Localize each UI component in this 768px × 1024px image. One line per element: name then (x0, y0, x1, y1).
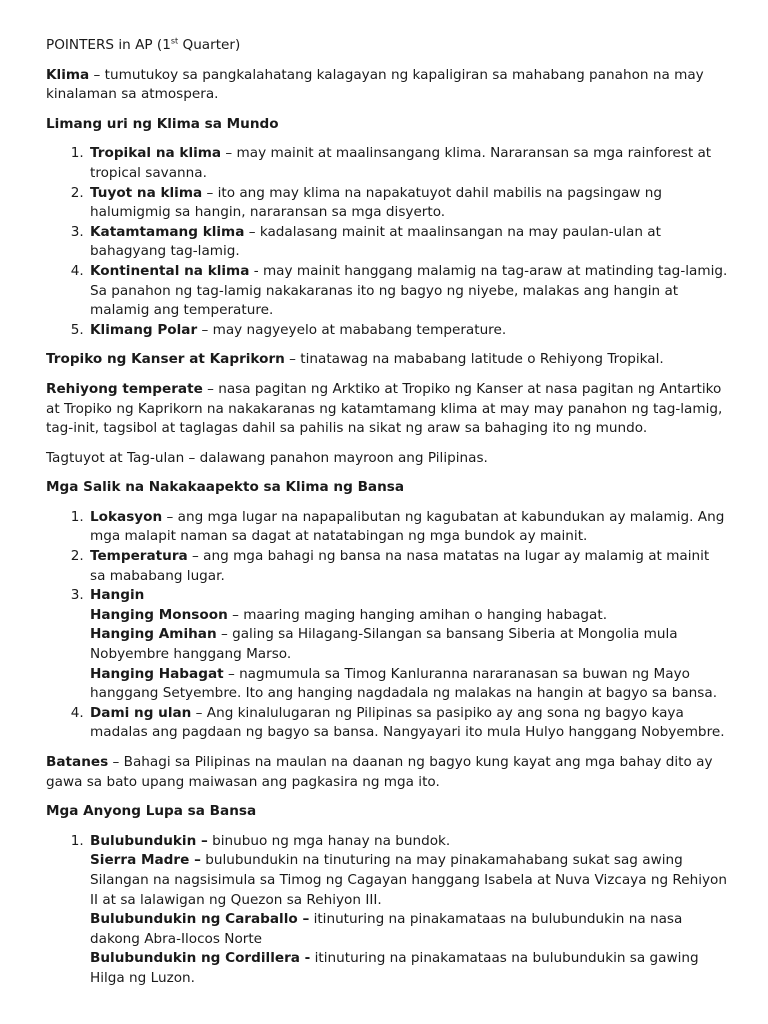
tropiko-definition (46, 350, 728, 370)
batanes-def: – Bahagi sa Pilipinas na maulan na daanan ng bagyo kung kayat ang mga bahay dito ay gawa sa bato upang maiwasan ang pagkasira ng mga ito. (46, 754, 713, 790)
sub-def: itinuturing na pinakamataas na bulubundukin na nasa dakong Abra-Ilocos Norte (90, 911, 683, 947)
list-item (88, 508, 728, 547)
klima-term: Klima (46, 66, 90, 83)
list-item (88, 832, 728, 989)
item-def: – kadalasang mainit at maalinsangan na may paulan-ulan at bahagyang tag-lamig. (90, 223, 661, 260)
sub-term: Hanging Monsoon (90, 606, 228, 623)
klima-definition (46, 66, 728, 105)
rehiyong-def: – nasa pagitan ng Arktiko at Tropiko ng Kanser at nasa pagitan ng Antartiko at Tropiko ng Kaprikorn na nakakaranas ng katamtamang klima at may may panahon ng tag-lamig, tag-init, tagsibol at taglagas dahil sa pahilis na sikat ng araw sa bahaging ito ng mundo. (46, 380, 723, 437)
item-def: – Ang kinalulugaran ng Pilipinas sa pasipiko ay ang sona ng bagyo kaya madalas ang pagdaan ng bagyo sa bansa. Nangyayari ito mula Hulyo hanggang Nobyembre. (90, 704, 725, 741)
sub-def: bulubundukin na tinuturing na may pinakamahabang sukat sag awing Silangan na nagsisimula sa Timog ng Cagayan hanggang Isabela at Nuva Vizcaya ng Rehiyon II at sa lalawigan ng Quezon sa Rehiyon III. (90, 852, 727, 908)
batanes-term: Batanes (46, 754, 109, 770)
cordillera-line (90, 949, 728, 988)
list-item (88, 704, 728, 743)
item-def: binubuo ng mga hanay na bundok. (207, 832, 451, 849)
anyong-heading: Mga Anyong Lupa sa Bansa (46, 803, 257, 820)
rehiyong-term: Rehiyong temperate (46, 380, 203, 397)
list-item (88, 547, 728, 586)
item-term: Tropikal na klima (90, 145, 222, 162)
list-item (88, 262, 728, 321)
sierra-line (90, 851, 728, 910)
sub-term: Sierra Madre – (90, 852, 201, 869)
sub-def: – galing sa Hilagang-Silangan sa bansang Siberia at Mongolia mula Nobyembre hanggang Marso. (90, 626, 678, 663)
item-term: Kontinental na klima (90, 262, 250, 279)
monsoon-line (90, 606, 728, 626)
sub-term: Bulubundukin ng Cordillera - (90, 950, 311, 967)
habagat-line (90, 665, 728, 704)
item-term: Lokasyon (90, 508, 163, 525)
sub-def: – maaring maging hanging amihan o hanging habagat. (227, 606, 608, 623)
sub-term: Hanging Amihan (90, 626, 217, 643)
item-term: Hangin (90, 587, 145, 604)
tagtuyot-text: Tagtuyot at Tag-ulan – dalawang panahon mayroon ang Pilipinas. (46, 449, 488, 466)
caraballo-line (90, 910, 728, 949)
list-item (88, 184, 728, 223)
sub-term: Hanging Habagat (90, 665, 224, 682)
list-item (88, 586, 728, 704)
item-def: - may mainit hanggang malamig na tag-araw at matinding tag-lamig. Sa panahon ng tag-lamig nakakaranas ito ng bagyo ng niyebe, malakas ang hangin at malamig ang temperature. (90, 262, 728, 319)
document-title (46, 36, 728, 56)
sub-term: Bulubundukin ng Caraballo – (90, 911, 310, 928)
amihan-line (90, 625, 728, 664)
tropiko-term: Tropiko ng Kanser at Kaprikorn (46, 351, 285, 368)
item-def: – ang mga bahagi ng bansa na nasa matatas na lugar ay malamig at mainit sa mababang lugar. (90, 548, 710, 584)
item-def: – may nagyeyelo at mababang temperature. (197, 321, 507, 338)
item-def: – may mainit at maalinsangang klima. Nararansan sa mga rainforest at tropical savanna. (90, 145, 712, 181)
anyong-list (46, 832, 728, 989)
uri-list (46, 144, 728, 340)
list-item (88, 144, 728, 183)
item-term: Dami ng ulan (90, 704, 192, 721)
uri-heading: Limang uri ng Klima sa Mundo (46, 115, 279, 132)
list-item (88, 321, 728, 341)
item-term: Tuyot na klima (90, 184, 203, 201)
item-def: – ito ang may klima na napakatuyot dahil mabilis na pagsingaw ng halumigmig sa hangin, nararansan sa mga disyerto. (90, 184, 662, 221)
item-term: Bulubundukin – (90, 832, 208, 849)
item-term: Temperatura (90, 548, 188, 565)
tropiko-def: – tinatawag na mababang latitude o Rehiyong Tropikal. (284, 351, 664, 368)
item-term: Klimang Polar (90, 321, 198, 338)
title-tail: Quarter) (178, 37, 241, 53)
sub-def: itinuturing na pinakamataas na bulubundukin sa gawing Hilga ng Luzon. (90, 950, 699, 986)
title-text: POINTERS in AP (1 (46, 37, 171, 53)
klima-def: – tumutukoy sa pangkalahatang kalagayan ng kapaligiran sa mahabang panahon na may kinalaman sa atmospera. (46, 66, 704, 103)
item-def: – ang mga lugar na napapalibutan ng kagubatan at kabundukan ay malamig. Ang mga malapit naman sa dagat at natatabingan ng mga bundok ay mainit. (90, 508, 725, 545)
item-term: Katamtamang klima (90, 223, 245, 240)
list-item (88, 223, 728, 262)
rehiyong-definition (46, 380, 728, 439)
salik-heading: Mga Salik na Nakakaapekto sa Klima ng Bansa (46, 479, 405, 496)
sub-def: – nagmumula sa Timog Kanluranna nararanasan sa buwan ng Mayo hanggang Setyembre. Ito ang hanging nagdadala ng malakas na hangin at bagyo sa bansa. (90, 665, 718, 702)
salik-list (46, 508, 728, 743)
title-superscript: st (170, 36, 179, 46)
batanes-definition (46, 753, 728, 792)
